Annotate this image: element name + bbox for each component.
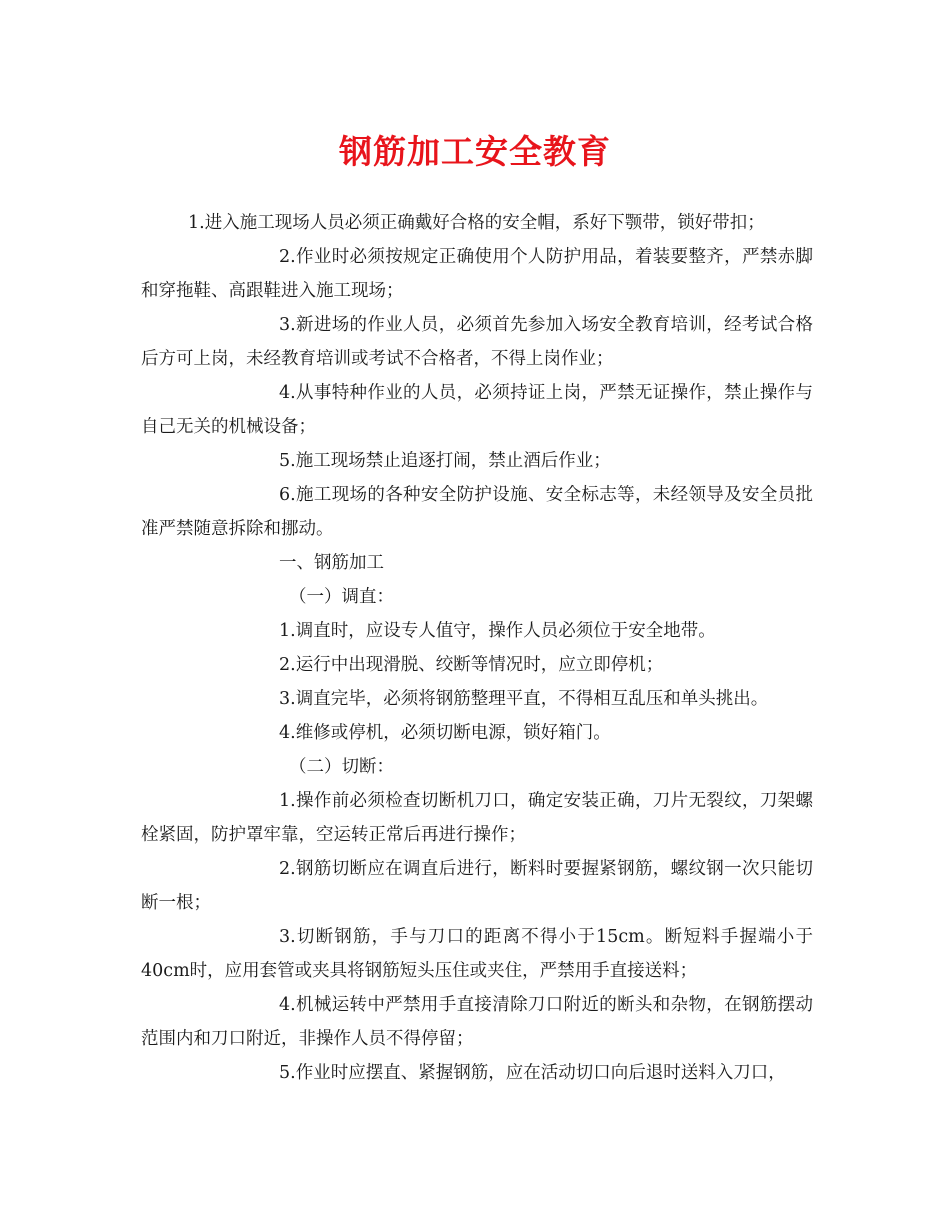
paragraph-1: 1.进入施工现场人员必须正确戴好合格的安全帽，系好下颚带，锁好带扣； [188,213,765,233]
paragraph-13: 3.切断钢筋，手与刀口的距离不得小于15cm。断短料手握端小于40cm时，应用套管或夹具将钢筋短头压住或夹住，严禁用手直接送料； [141,927,813,981]
paragraph-9: 3.调直完毕，必须将钢筋整理平直，不得相互乱压和单头挑出。 [279,689,769,709]
paragraph-7: 1.调直时，应设专人值守，操作人员必须位于安全地带。 [279,621,716,641]
paragraph-8: 2.运行中出现滑脱、绞断等情况时，应立即停机； [279,655,664,675]
document-body [141,206,813,1090]
subsection-heading-2: （二）切断： [289,757,394,777]
paragraph-12: 2.钢筋切断应在调直后进行，断料时要握紧钢筋，螺纹钢一次只能切断一根； [141,859,813,913]
paragraph-15: 5.作业时应摆直、紧握钢筋，应在活动切口向后退时送料入刀口， [279,1063,786,1083]
paragraph-3: 3.新进场的作业人员，必须首先参加入场安全教育培训，经考试合格后方可上岗，未经教育培训或考试不合格者，不得上岗作业； [141,315,813,369]
paragraph-5: 5.施工现场禁止追逐打闹，禁止酒后作业； [279,451,611,471]
document-title: 钢筋加工安全教育 [339,132,611,171]
paragraph-6: 6.施工现场的各种安全防护设施、安全标志等，未经领导及安全员批准严禁随意拆除和挪动。 [141,485,813,539]
paragraph-14: 4.机械运转中严禁用手直接清除刀口附近的断头和杂物，在钢筋摆动范围内和刀口附近，非操作人员不得停留； [141,995,813,1049]
subsection-heading-1: （一）调直： [289,587,394,607]
paragraph-11: 1.操作前必须检查切断机刀口，确定安装正确，刀片无裂纹，刀架螺栓紧固，防护罩牢靠，空运转正常后再进行操作； [141,791,813,845]
section-heading-1: 一、钢筋加工 [279,553,384,573]
paragraph-10: 4.维修或停机，必须切断电源，锁好箱门。 [279,723,611,743]
paragraph-4: 4.从事特种作业的人员，必须持证上岗，严禁无证操作，禁止操作与自己无关的机械设备； [141,383,813,437]
paragraph-2: 2.作业时必须按规定正确使用个人防护用品，着装要整齐，严禁赤脚和穿拖鞋、高跟鞋进入施工现场； [141,247,813,301]
